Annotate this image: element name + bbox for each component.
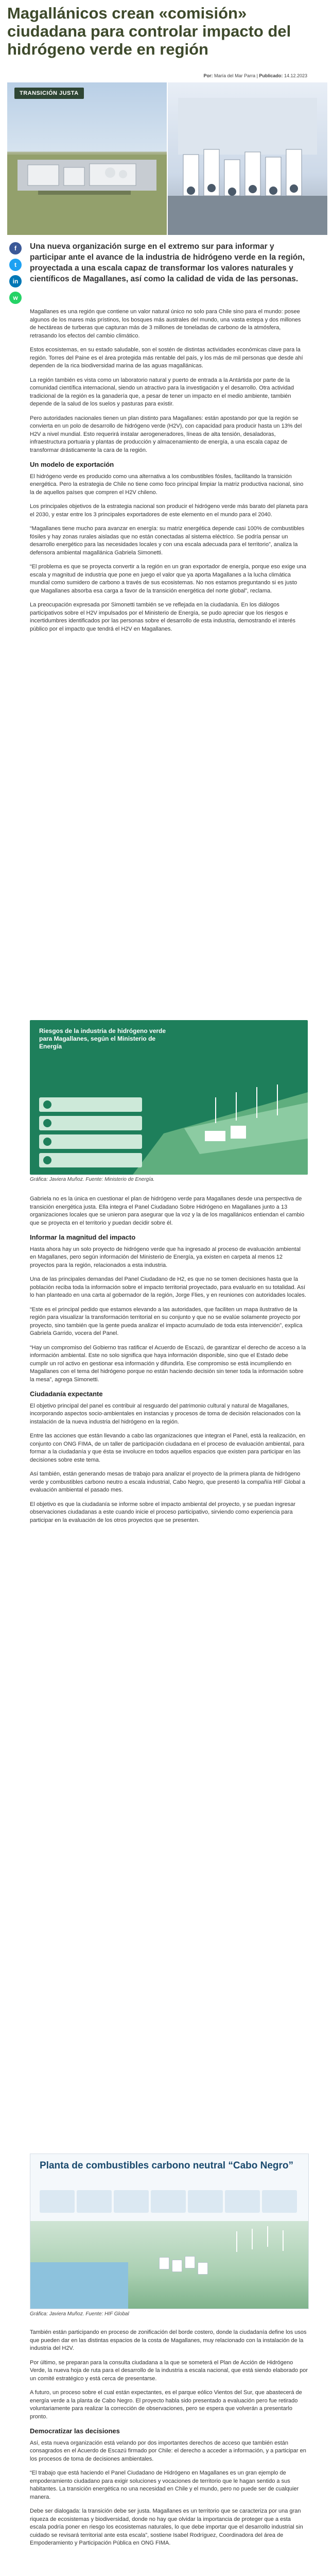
- paragraph: Debe ser dialogada: la transición debe ser justa. Magallanes es un territorio que se caracteriza por una gran riqueza de ecosistemas y biodiversidad, donde no hay que olvidar la importancia de proteger que a esta escala podría poner en riesgo los ecosistemas naturales, lo que debe importar que el desarrollo industrial sin cuidado se revisará territorial ante esta escala”, sostiene Isabel Rodríguez, Coordinadora del área de Empoderamiento y Participación Pública en ONG FIMA.: [30, 2508, 303, 2546]
- plant-tank: [185, 2256, 195, 2268]
- cabo-negro-infographic: [30, 2154, 309, 2309]
- cabo-negro-process-icons: [40, 2190, 299, 2215]
- hero-photo-left: [7, 82, 167, 235]
- section-heading-impact: Informar la magnitud del impacto: [30, 1233, 136, 1241]
- paragraph: “El trabajo que está haciendo el Panel Ciudadano de Hidrógeno en Magallanes es un gran ejemplo de empoderamiento ciudadano para exigir soluciones y vocaciones de territorio que le hagan sentido a sus habitantes. La transición energética no una necesidad en Chile y el mundo, pero no puede ser de cualquier manera.: [30, 2470, 299, 2500]
- infographic-illustration: [30, 1020, 308, 1175]
- paragraph: La región también es vista como un laboratorio natural y puerto de entrada a la Antártida por parte de la comunidad científica internacional, siendo un atractivo para la investigación y el desarrollo. Otra actividad tradicional de la región es la ganadería que, a pesar de tener un impacto en el medio ambiente, también depende de la salud de los suelos y pasturas para existir.: [30, 377, 294, 407]
- paragraph: “Hay un compromiso del Gobierno tras ratificar el Acuerdo de Escazú, de garantizar el derecho de acceso a la información ambiental. Este no solo significa que haya información disponible, sino que el Estado debe cumplir un rol activo en gestionar esa información y difundirla. Ese compromiso se está incumpliendo en Magallanes con el tema del hidrógeno porque no están haciendo decisión sin tener toda la información sobre la mesa”, agrega Simonetti.: [30, 1344, 306, 1383]
- process-step-icon: [114, 2190, 149, 2213]
- article-body-part2: [30, 1195, 308, 1531]
- cabo-negro-title: Planta de combustibles carbono neutral “Cabo Negro”: [40, 2160, 294, 2171]
- article-lead: Una nueva organización surge en el extremo sur para informar y participar ante el avance de la industria de hidrógeno verde en la región, proyectada a una escala capaz de transformar los valores naturales y científicos de Magallanes, así como la calidad de vida de las personas.: [30, 242, 305, 283]
- social-share-bar: [9, 242, 23, 308]
- process-step-icon: [188, 2190, 223, 2213]
- paragraph: El objetivo principal del panel es contribuir al resguardo del patrimonio cultural y natural de Magallanes, incorporando aspectos socio-ambientales en instancias y procesos de toma de decisión relacionados con la instalación de la nueva industria del hidrógeno en la región.: [30, 1402, 301, 1425]
- whatsapp-share-icon[interactable]: w: [9, 292, 22, 304]
- paragraph: “Magallanes tiene mucho para avanzar en energía: su matriz energética depende casi 100% de combustibles fósiles y hay zonas rurales aisladas que no están conectadas al sistema eléctrico. Se podría pensar un desarrollo energético para las necesidades locales y con una escala adecuada para el territorio”, analiza la defensora ambiental magallánica Gabriela Simonetti.: [30, 526, 305, 556]
- paragraph: Estos ecosistemas, en su estado saludable, son el sostén de distintas actividades económicas clave para la región. Torres del Paine es el área protegida más rentable del país, y los más de mil personas que desde ahí dependen de la rica biodiversidad marina de las aguas magallánicas.: [30, 347, 303, 369]
- paragraph: Entre las acciones que están llevando a cabo las organizaciones que integran el Panel, está la realización, en conjunto con ONG FIMA, de un taller de participación ciudadana en el proceso de evaluación ambiental, para formar a la ciudadanía y que ésta se involucre en todos aquellos espacios que existen para participar en las decisiones sobre este tema.: [30, 1433, 306, 1463]
- sea-illustration: [30, 2262, 128, 2309]
- risk-infographic: [30, 1020, 308, 1175]
- plant-tank: [198, 2262, 208, 2275]
- wind-turbine: [252, 2229, 253, 2249]
- paragraph: Una de las principales demandas del Panel Ciudadano de H2, es que no se tomen decisiones hasta que la población reciba toda la información sobre el impacto territorial proyectado, para evaluarlo en su totalidad. Así lo han planteado en una carta al gobernador de la región, Jorge Flies, y en reuniones con autoridades locales.: [30, 1276, 306, 1298]
- hero-photo-right: [168, 82, 327, 235]
- risk-infographic-figure: [30, 1020, 308, 1182]
- published-date: 14.12.2023: [284, 73, 307, 78]
- twitter-share-icon[interactable]: t: [9, 259, 22, 271]
- paragraph: Así, esta nueva organización está velando por dos importantes derechos de acceso que también están consagrados en el Acuerdo de Escazú firmado por Chile: el derecho a acceder a información, y a participar en los procesos de toma de decisiones ambientales.: [30, 2439, 306, 2462]
- linkedin-share-icon[interactable]: in: [9, 275, 22, 287]
- paragraph: El hidrógeno verde es producido como una alternativa a los combustibles fósiles, facilitando la transición energética. Pero la estrategia de Chile no tiene como foco principal limpiar la matriz productiva nacional, sino la de aquellos países que compren el H2V chileno.: [30, 473, 304, 496]
- paragraph: Pero autoridades nacionales tienen un plan distinto para Magallanes: están apostando por que la región se convierta en un polo de desarrollo de hidrógeno verde (H2V), con capacidad para producir hasta un 13% del H2V a nivel mundial. Esto requerirá instalar aerogeneradores, líneas de alta tensión, desaladoras, infraestructura portuaria y plantas de producción y almacenamiento de energía, a una escala capaz de transformar drásticamente la cara de la región.: [30, 415, 302, 453]
- paragraph: La preocupación expresada por Simonetti también se ve reflejada en la ciudadanía. En los diálogos participativos sobre el H2V impulsados por el Ministerio de Energía, se pudo apreciar que los riesgos e incertidumbres identificados por las personas sobre el desarrollo de esta industria, demostrando el interés público por el impacto que tendrá el H2V en Magallanes.: [30, 602, 296, 632]
- wind-turbine: [283, 2230, 284, 2251]
- paragraph: El objetivo es que la ciudadanía se informe sobre el impacto ambiental del proyecto, y se puedan ingresar observaciones ciudadanas a este cuando inicie el proceso participativo, sirviendo como experiencia para participar en la evaluación de los otros proyectos que se presenten.: [30, 1501, 296, 1523]
- process-step-icon: [40, 2190, 75, 2213]
- paragraph: “El problema es que se proyecta convertir a la región en un gran exportador de energía, porque eso exige una escala y magnitud de industria que pone en juego el valor que ya aporta Magallanes a la lucha climática mundial como sumidero de carbono a través de sus ecosistemas. No nos estamos preguntando si es justo que Magallanes absorba esa carga a favor de la transición energética del norte global”, reclama.: [30, 564, 306, 594]
- hero-banner: TRANSICIÓN JUSTA: [14, 88, 84, 99]
- article-title: Magallánicos crean «comisión» ciudadana para controlar impacto del hidrógeno verde en región: [7, 4, 291, 58]
- wind-turbine: [236, 2231, 237, 2252]
- plant-tank: [172, 2260, 182, 2272]
- paragraph: Hasta ahora hay un solo proyecto de hidrógeno verde que ha ingresado al proceso de evaluación ambiental en Magallanes, pero según información del Ministerio de Energía, ya existen en carpeta al menos 12 proyectos para la región, relacionados a esta industria.: [30, 1246, 301, 1268]
- infographic-title: Riesgos de la industria de hidrógeno verde para Magallanes, según el Ministerio de Energía: [39, 1027, 166, 1050]
- article-body-part1: [30, 308, 308, 639]
- paragraph: Los principales objetivos de la estrategia nacional son producir el hidrógeno verde más barato del planeta para el 2030, y estar entre los 3 principales exportadores de este elemento en el mundo para el 2040.: [30, 503, 308, 518]
- section-heading-democratize: Democratizar las decisiones: [30, 2427, 120, 2435]
- cabo-negro-figure: [30, 2154, 308, 2317]
- paragraph: A futuro, un proceso sobre el cual están expectantes, es el parque eólico Vientos del Sur, que abastecerá de energía verde a la planta de Cabo Negro. El proyecto habla sido presentado a evaluación pero fue retirado voluntariamente para realizar la corrección de observaciones, pero se espera que volverán a presentarlo pronto.: [30, 2389, 302, 2420]
- paragraph: Así también, están generando mesas de trabajo para analizar el proyecto de la primera planta de hidrógeno verde y combustibles carbono neutro a escala industrial, Cabo Negro, que presentó la compañía HIF Global a evaluación ambiental el pasado mes.: [30, 1471, 306, 1493]
- wind-turbine: [267, 2226, 268, 2247]
- published-label: Publicado:: [259, 73, 283, 78]
- facebook-share-icon[interactable]: f: [9, 242, 22, 255]
- process-step-icon: [262, 2190, 297, 2213]
- author-name[interactable]: María del Mar Parra: [214, 73, 256, 78]
- plant-tank: [159, 2257, 169, 2269]
- process-step-icon: [225, 2190, 260, 2213]
- paragraph: Gabriela no es la única en cuestionar el plan de hidrógeno verde para Magallanes desde una perspectiva de transición energética justa. Ella integra el Panel Ciudadano Sobre Hidrógeno en Magallanes junto a 13 organizaciones locales que se unieron para asegurar que la voz y la de los magallánicos entiendan el cambio que se proyecta en el territorio y puedan decidir sobre él.: [30, 1196, 305, 1226]
- byline: Por: María del Mar Parra | Publicado: 14.12.2023: [203, 73, 307, 78]
- section-heading-export: Un modelo de exportación: [30, 461, 114, 468]
- process-step-icon: [77, 2190, 112, 2213]
- paragraph: “Este es el principal pedido que estamos elevando a las autoridades, que faciliten un mapa ilustrativo de la región para visualizar la transformación territorial en su conjunto y que no se evalúe solamente proyecto por proyecto, sino también que la gente pueda analizar el impacto acumulado de toda esta intervención”, explica Gabriela Garrido, vocera del Panel.: [30, 1306, 303, 1336]
- figure-caption: Gráfica: Javiera Muñoz. Fuente: HIF Global: [30, 2311, 129, 2317]
- article-body-part3: [30, 2329, 308, 2554]
- section-heading-citizen: Ciudadanía expectante: [30, 1390, 103, 1398]
- hero-image: [7, 82, 327, 235]
- paragraph: Magallanes es una región que contiene un valor natural único no solo para Chile sino para el mundo: posee algunos de los mares más prístinos, los bosques más australes del mundo, una vasta estepa y dos millones de hectáreas de turberas que capturan más de 3 millones de toneladas de carbono de la atmósfera, retrasando los efectos del cambio climático.: [30, 309, 301, 339]
- process-step-icon: [151, 2190, 186, 2213]
- paragraph: Por último, se preparan para la consulta ciudadana a la que se someterá el Plan de Acción de Hidrógeno Verde, la nueva hoja de ruta para el desarrollo de la industria a escala nacional, que está siendo elaborado por un comité estratégico y está cerca de presentarse.: [30, 2359, 308, 2382]
- paragraph: También están participando en proceso de zonificación del borde costero, donde la ciudadanía define los usos que pueden dar en las distintas espacios de la costa de Magallanes, muy relacionado con la instalación de la industria del H2V.: [30, 2329, 307, 2351]
- byline-prefix: Por:: [203, 73, 213, 78]
- figure-caption: Gráfica: Javiera Muñoz. Fuente: Ministerio de Energía.: [30, 1177, 155, 1182]
- hero-left-illustration: [7, 82, 167, 235]
- hero-right-illustration: [168, 82, 327, 235]
